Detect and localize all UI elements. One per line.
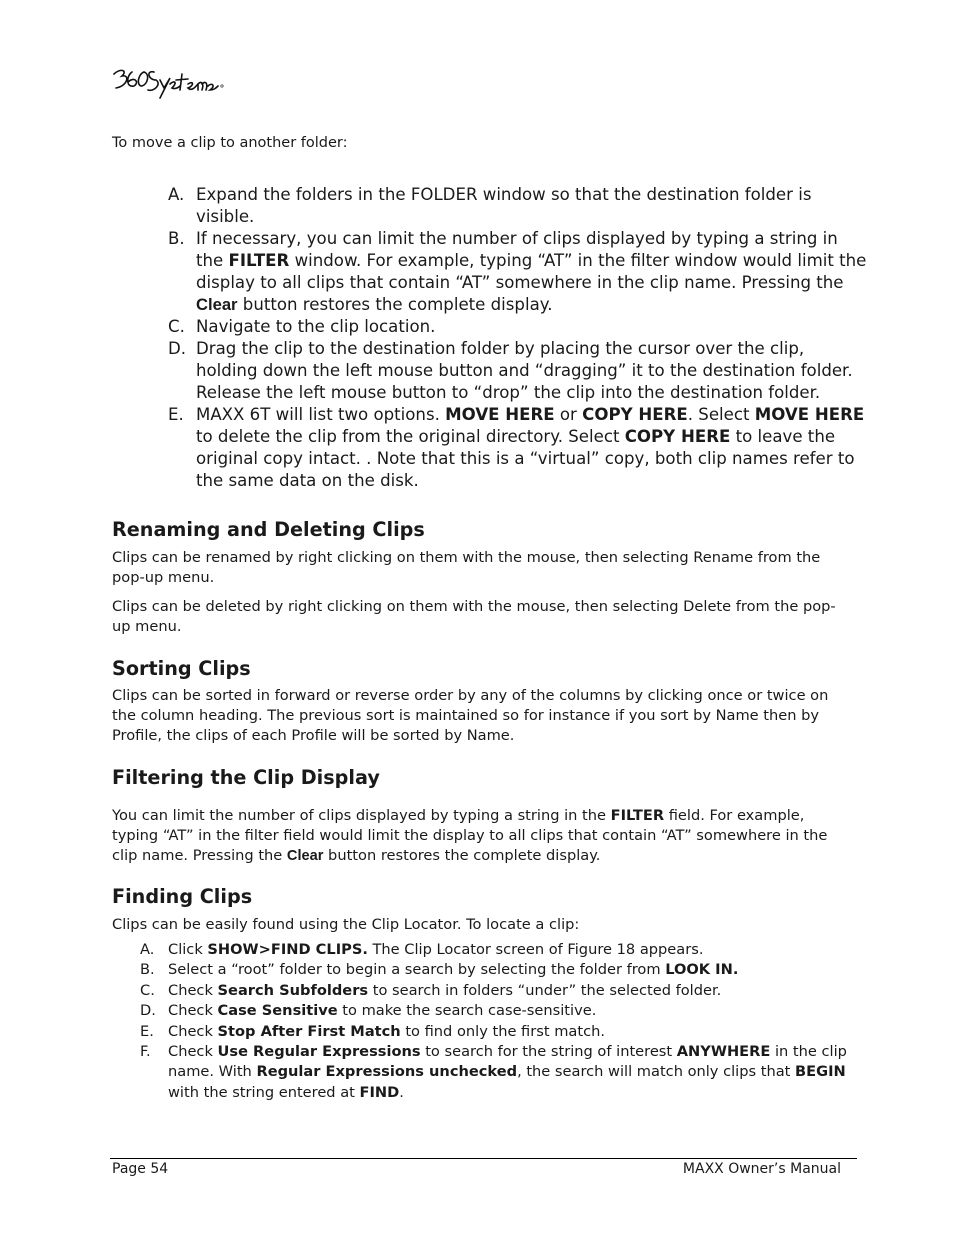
list-item-text-segment: Use Regular Expressions	[217, 1043, 421, 1061]
filtering-keyword-clear: Clear	[286, 848, 324, 864]
filtering-keyword-filter: FILTER	[610, 807, 665, 824]
renaming-paragraph-2: Clips can be deleted by right clicking on them with the mouse, then selecting Delete from the pop-up menu.	[112, 598, 836, 635]
footer-manual-title: MAXX Owner’s Manual	[682, 1161, 841, 1177]
list-item-text	[168, 1001, 860, 1021]
list-item-text-segment: to search in folders “under” the selected folder.	[368, 981, 722, 999]
list-item-text	[168, 960, 860, 980]
list-item-text-segment: Drag the clip to the destination folder by placing the cursor over the clip, holding down the left mouse button and “dragging” it to the destination folder. Release the left mouse button to “drop” the clip into the destination folder.	[196, 339, 853, 402]
list-item-text-segment: MAXX 6T will list two options.	[196, 405, 446, 424]
list-item-text-segment: LOOK IN.	[665, 961, 739, 979]
list-item-text-segment: to find only the first match.	[400, 1022, 606, 1040]
list-item-text-segment: Check	[168, 1022, 218, 1040]
list-item-text-segment: Check	[168, 1043, 218, 1061]
list-item-letter: F.	[140, 1043, 151, 1061]
list-item-text-segment: Check	[168, 981, 218, 999]
list-item	[168, 316, 868, 338]
find-steps-list	[140, 940, 860, 1103]
filtering-text-1: You can limit the number of clips displayed by typing a string in the	[112, 807, 611, 824]
list-item	[140, 981, 860, 1001]
list-item-text-segment: The Clip Locator screen of Figure 18 appears.	[367, 941, 704, 958]
list-item-text-segment: Stop After First Match	[217, 1022, 401, 1040]
list-item-text-segment: BEGIN	[795, 1063, 846, 1081]
list-item-letter: C.	[140, 981, 155, 999]
footer-page-number: Page 54	[112, 1161, 169, 1177]
list-item-text-segment: Regular Expressions unchecked	[256, 1063, 518, 1081]
list-item-text-segment: Expand the folders in the FOLDER window so that the destination folder is visible.	[196, 185, 812, 226]
list-item-text-segment: Case Sensitive	[217, 1002, 338, 1020]
list-item-text	[168, 1042, 860, 1103]
footer-rule	[110, 1158, 857, 1159]
list-item-letter: C.	[168, 317, 185, 336]
list-item-letter: D.	[168, 339, 187, 358]
list-item-text-segment: COPY HERE	[624, 427, 731, 446]
list-item-text-segment: to leave the original copy intact. . Note that this is a “virtual” copy, both clip names refer to the same data on the disk.	[196, 427, 855, 490]
heading-renaming: Renaming and Deleting Clips	[112, 518, 425, 541]
sorting-paragraph: Clips can be sorted in forward or reverse order by any of the columns by clicking once or twice on the column heading. The previous sort is maintained so for instance if you sort by Name then by Profile, the clips of each Profile will be sorted by Name.	[112, 687, 829, 744]
finding-paragraph: Clips can be easily found using the Clip Locator. To locate a clip:	[112, 916, 580, 933]
list-item-text-segment: Check	[168, 1002, 218, 1020]
list-item-text	[196, 228, 868, 316]
list-item-letter: B.	[140, 961, 155, 979]
list-item	[168, 338, 868, 404]
list-item-text	[168, 1022, 860, 1042]
intro-text: To move a clip to another folder:	[112, 135, 348, 151]
list-item-text-segment: COPY HERE	[582, 405, 688, 424]
list-item-text	[168, 940, 860, 960]
filtering-text-3: button restores the complete display.	[323, 847, 601, 864]
renaming-paragraph-1: Clips can be renamed by right clicking on them with the mouse, then selecting Rename from the pop-up menu.	[112, 549, 821, 586]
list-item-text-segment: or	[554, 405, 583, 424]
list-item-text-segment: to delete the clip from the original directory. Select	[196, 427, 625, 446]
list-item-text-segment: window. For example, typing “AT” in the filter window would limit the display to all clips that contain “AT” somewhere in the clip name. Pressing the	[196, 251, 867, 292]
company-logo	[110, 62, 226, 100]
list-item	[168, 184, 868, 228]
list-item	[140, 1001, 860, 1021]
list-item-letter: E.	[140, 1022, 154, 1040]
list-item-text-segment: with the string entered at	[168, 1083, 360, 1101]
list-item-text-segment: Click	[168, 941, 208, 958]
list-item-letter: E.	[168, 405, 184, 424]
list-item-text-segment: ANYWHERE	[676, 1043, 771, 1061]
list-item	[140, 940, 860, 960]
list-item-text-segment: to search for the string of interest	[420, 1043, 677, 1061]
list-item-text-segment: SHOW>FIND CLIPS.	[207, 941, 368, 958]
list-item-letter: B.	[168, 229, 185, 248]
list-item-text-segment: FILTER	[228, 251, 290, 270]
list-item-text-segment: Search Subfolders	[217, 981, 369, 999]
heading-sorting: Sorting Clips	[112, 657, 251, 680]
list-item-text-segment: Navigate to the clip location.	[196, 317, 436, 336]
heading-finding: Finding Clips	[112, 885, 253, 908]
list-item-text-segment: button restores the complete display.	[237, 295, 553, 314]
list-item-text-segment: If necessary, you can limit the number of clips displayed by typing a string in the	[196, 229, 838, 270]
list-item-letter: A.	[168, 185, 185, 204]
heading-filtering: Filtering the Clip Display	[112, 766, 380, 789]
list-item-letter: A.	[140, 941, 155, 958]
list-item-text-segment: to make the search case-sensitive.	[337, 1002, 597, 1020]
list-item-text-segment: in the clip name. With	[168, 1043, 847, 1081]
filtering-text-2: field. For example, typing “AT” in the filter field would limit the display to all clips that contain “AT” somewhere in the clip name. Pressing the	[112, 807, 828, 864]
list-item	[140, 1022, 860, 1042]
list-item-text-segment: .	[399, 1083, 404, 1101]
list-item	[168, 404, 868, 492]
move-steps-list	[168, 184, 868, 492]
list-item-text-segment: , the search will match only clips that	[517, 1063, 795, 1081]
list-item-text-segment: MOVE HERE	[445, 405, 555, 424]
list-item-letter: D.	[140, 1002, 156, 1020]
list-item	[168, 228, 868, 316]
list-item-text-segment: FIND	[359, 1083, 400, 1101]
list-item-text	[168, 981, 860, 1001]
filtering-paragraph	[112, 806, 847, 866]
list-item-text	[196, 404, 868, 492]
list-item-text-segment: Clear	[196, 295, 238, 314]
list-item-text-segment: MOVE HERE	[754, 405, 865, 424]
list-item-text-segment: Select a “root” folder to begin a search by selecting the folder from	[168, 961, 666, 979]
list-item-text	[196, 316, 868, 338]
list-item-text	[196, 184, 868, 228]
list-item-text-segment: . Select	[687, 405, 755, 424]
list-item	[140, 1042, 860, 1103]
list-item-text	[196, 338, 868, 404]
list-item	[140, 960, 860, 980]
